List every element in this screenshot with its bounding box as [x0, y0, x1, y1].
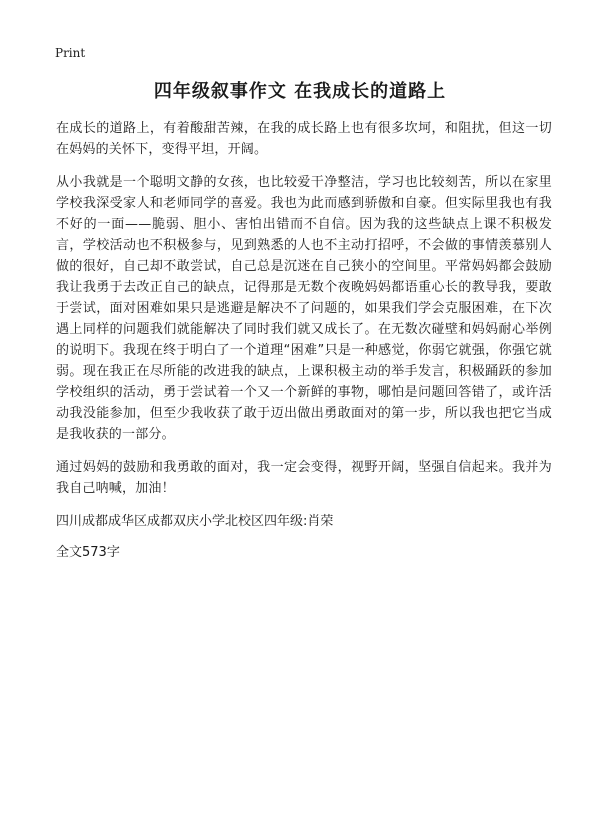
- article-title: 四年级叙事作文 在我成长的道路上: [153, 81, 447, 102]
- article-paragraph-3: 通过妈妈的鼓励和我勇敢的面对，我一定会变得，视野开阔，坚强自信起来。我并为我自己呐喊，加油！: [56, 460, 552, 496]
- word-count: 全文573字: [56, 545, 120, 560]
- author-line: 四川成都成华区成都双庆小学北校区四年级:肖荣: [56, 514, 334, 529]
- article-paragraph-2: 从小我就是一个聪明文静的女孩，也比较爱干净整洁，学习也比较刻苦，所以在家里学校我深受家人和老师同学的喜爱。我也为此而感到骄傲和自豪。但实际里我也有我不好的一面——脆弱、胆小、害怕出错而不自信。因为我的这些缺点上课不积极发言，学校活动也不积极参与，见到熟悉的人也不主动打招呼，不会做的事情羡慕别人做的很好，自己却不敢尝试，自己总是沉迷在自己狭小的空间里。平常妈妈都会鼓励我让我勇于去改正自己的缺点，记得那是无数个夜晚妈妈都语重心长的教导我，要敢于尝试，面对困难如果只是逃避是解决不了问题的，如果我们学会克服困难，在下次遇上同样的问题我们就能解决了同时我们就又成长了。在无数次碰壁和妈妈耐心举例的说明下。我现在终于明白了一个道理“困难”只是一种感觉，你弱它就强，你强它就弱。现在我正在尽所能的改进我的缺点，上课积极主动的举手发言，积极踊跃的参加学校组织的活动，勇于尝试着一个又一个新鲜的事物，哪怕是问题回答错了，或许活动我没能参加，但至少我收获了敢于迈出做出勇敢面对的第一步，所以我也把它当成是我收获的一部分。: [56, 175, 552, 442]
- print-link[interactable]: Print: [55, 46, 86, 60]
- article-paragraph-1: 在成长的道路上，有着酸甜苦辣，在我的成长路上也有很多坎坷，和阻扰，但这一切在妈妈的关怀下，变得平坦，开阔。: [56, 121, 552, 157]
- article-body: [56, 118, 552, 563]
